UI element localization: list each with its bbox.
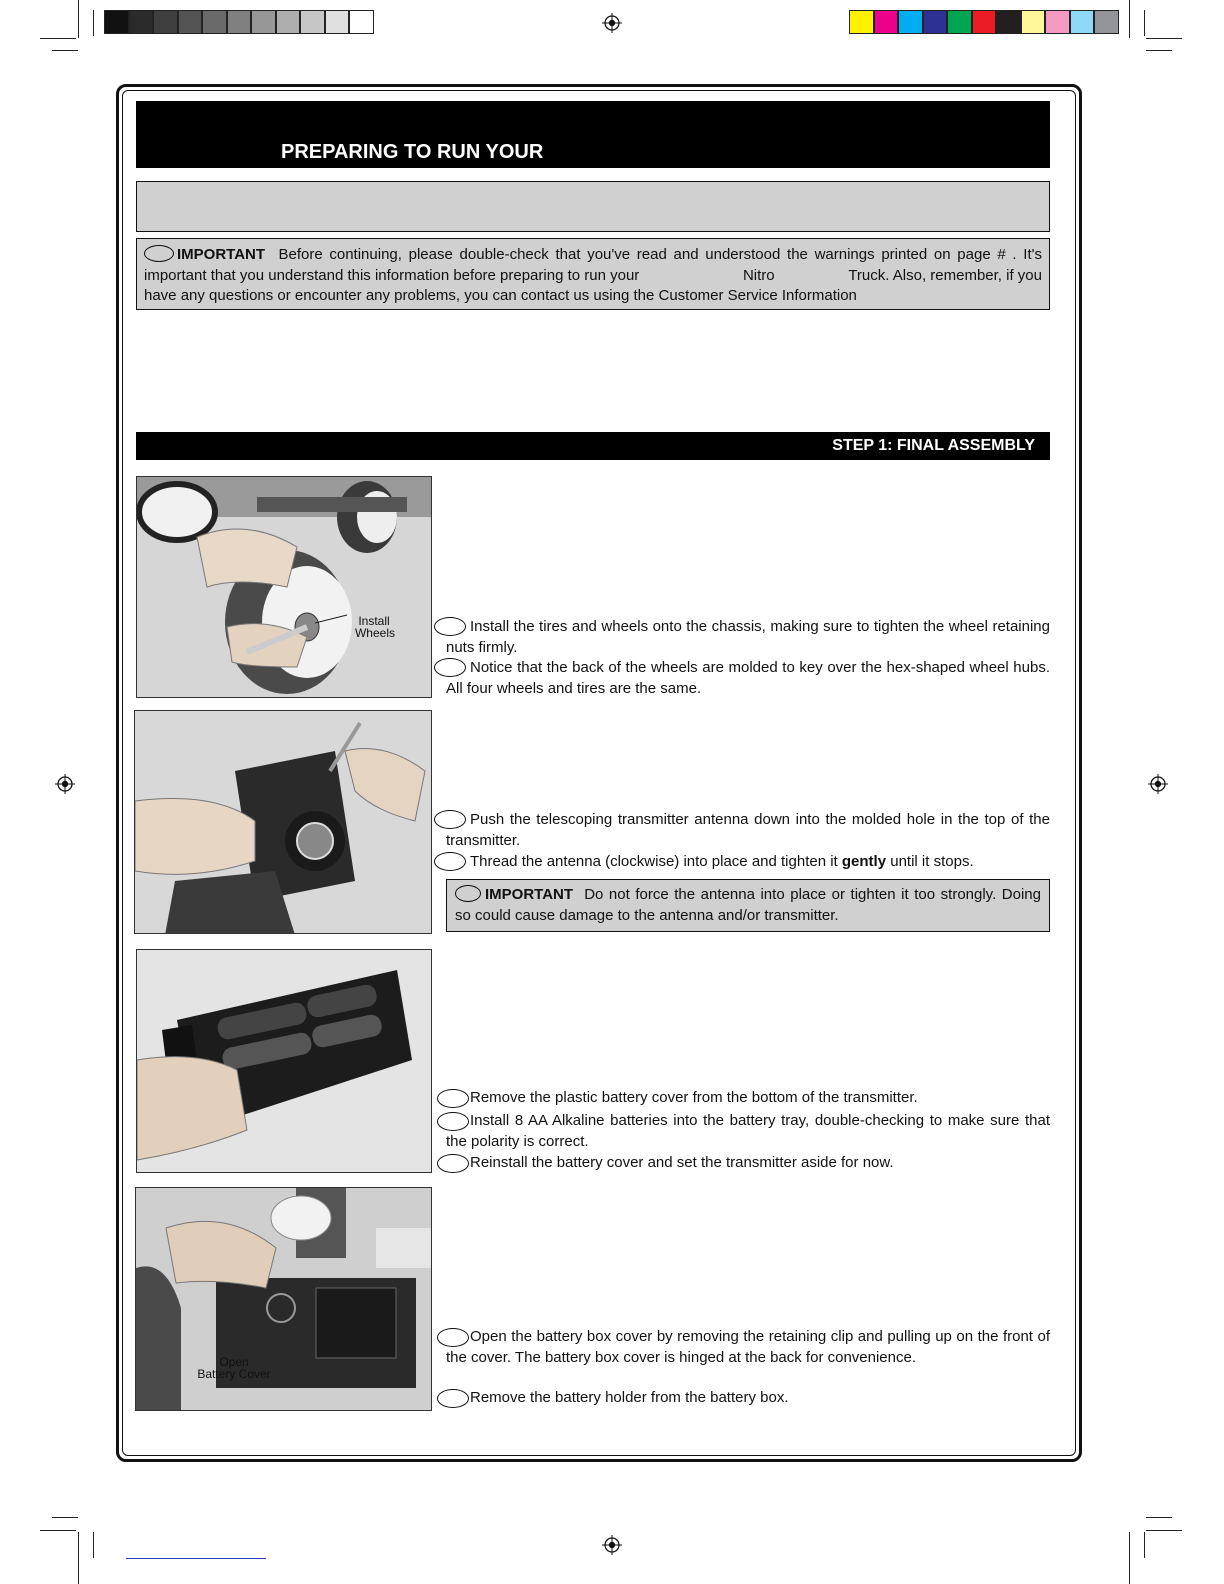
antenna-step-a: Push the telescoping transmitter antenna down into the molded hole in the top of the transmitter. xyxy=(446,810,1050,851)
crop-mark xyxy=(1146,38,1182,39)
color-swatch xyxy=(972,10,997,34)
crop-mark xyxy=(52,50,78,51)
color-calibration-bar xyxy=(849,10,1119,36)
color-swatch xyxy=(898,10,923,34)
color-swatch xyxy=(1045,10,1070,34)
registration-mark-icon xyxy=(55,774,75,794)
important-notice xyxy=(136,238,1050,310)
antenna-important-text: Do not force the antenna into place or tighten it too strongly. Doing so could cause damage to the antenna and/or transmitter. xyxy=(455,886,1041,924)
crop-mark xyxy=(78,0,79,38)
checkbox-circle-icon xyxy=(455,885,481,902)
crop-mark xyxy=(1146,1517,1172,1518)
wheel-illustration xyxy=(137,477,432,698)
photo-transmitter-batteries xyxy=(136,949,432,1173)
batteries-step-a: Remove the plastic battery cover from the bottom of the transmitter. xyxy=(446,1088,1050,1109)
important-label: IMPORTANT xyxy=(485,886,574,903)
crop-mark xyxy=(1129,1532,1130,1584)
important-text-2b: Nitro xyxy=(742,266,775,284)
color-swatch xyxy=(104,10,129,34)
footer-rule xyxy=(126,1558,266,1559)
crop-mark xyxy=(1144,10,1145,36)
registration-mark-icon xyxy=(1148,774,1168,794)
color-swatch xyxy=(276,10,301,34)
registration-mark-icon xyxy=(602,13,622,33)
title-bar xyxy=(136,101,1050,168)
crop-mark xyxy=(93,10,94,36)
photo-install-wheels xyxy=(136,476,432,698)
checkbox-circle-icon xyxy=(437,1389,469,1408)
crop-mark xyxy=(1146,50,1172,51)
color-swatch xyxy=(325,10,350,34)
important-text-1: Before continuing, please double-check that you've read and understood the warnings printed on page # . It's xyxy=(278,246,1042,263)
color-swatch xyxy=(349,10,374,34)
page-title: PREPARING TO RUN YOUR xyxy=(281,141,544,163)
wheels-step-a: Install the tires and wheels onto the chassis, making sure to tighten the wheel retaining nuts firmly. xyxy=(446,617,1050,658)
color-swatch xyxy=(1070,10,1095,34)
wheels-step-b: Notice that the back of the wheels are molded to key over the hex-shaped wheel hubs. All four wheels and tires are the same. xyxy=(446,658,1050,699)
color-swatch xyxy=(947,10,972,34)
crop-mark xyxy=(40,38,76,39)
color-swatch xyxy=(996,10,1021,34)
color-swatch xyxy=(849,10,874,34)
color-swatch xyxy=(251,10,276,34)
crop-mark xyxy=(1146,1530,1182,1531)
batteries-step-b: Install 8 AA Alkaline batteries into the battery tray, double-checking to make sure that the polarity is correct. xyxy=(446,1111,1050,1152)
checkbox-circle-icon xyxy=(434,617,466,636)
checkbox-circle-icon xyxy=(434,810,466,829)
color-swatch xyxy=(153,10,178,34)
battery-box-step-a: Open the battery box cover by removing the retaining clip and pulling up on the front of the cover. The battery box cover is hinged at the back for convenience. xyxy=(446,1327,1050,1368)
color-swatch xyxy=(178,10,203,34)
crop-mark xyxy=(93,1532,94,1558)
photo-label-battery-cover: Battery Cover xyxy=(197,1367,271,1381)
important-text-2a: important that you understand this information before preparing to run your xyxy=(144,266,640,284)
battery-tray-illustration xyxy=(137,950,432,1173)
antenna-step-b: Thread the antenna (clockwise) into place and tighten it gently until it stops. xyxy=(446,852,1050,873)
battery-box-step-b: Remove the battery holder from the battery box. xyxy=(446,1388,1050,1409)
crop-mark xyxy=(1144,1532,1145,1558)
color-swatch xyxy=(1094,10,1119,34)
crop-mark xyxy=(1129,0,1130,38)
checkbox-circle-icon xyxy=(437,1112,469,1131)
photo-label-wheels: Wheels xyxy=(354,626,395,640)
photo-transmitter-antenna xyxy=(134,710,432,934)
registration-mark-icon xyxy=(602,1535,622,1555)
checkbox-circle-icon xyxy=(437,1089,469,1108)
color-swatch xyxy=(300,10,325,34)
color-swatch xyxy=(1021,10,1046,34)
battery-box-illustration xyxy=(136,1188,432,1411)
batteries-step-c: Reinstall the battery cover and set the transmitter aside for now. xyxy=(446,1153,1050,1174)
transmitter-illustration xyxy=(135,711,432,934)
photo-label-open: Open xyxy=(219,1355,249,1369)
checkbox-circle-icon xyxy=(434,852,466,871)
photo-label-install: Install xyxy=(358,614,390,628)
important-text-3: have any questions or encounter any problems, you can contact us using the Customer Service Information xyxy=(144,287,857,304)
checkbox-circle-icon xyxy=(434,658,466,677)
crop-mark xyxy=(78,1532,79,1584)
step-header: STEP 1: FINAL ASSEMBLY xyxy=(136,432,1050,460)
color-swatch xyxy=(129,10,154,34)
color-swatch xyxy=(923,10,948,34)
checkbox-circle-icon xyxy=(437,1154,469,1173)
important-text-2c: Truck. Also, remember, if you xyxy=(848,266,1042,284)
crop-mark xyxy=(40,1530,76,1531)
important-label: IMPORTANT xyxy=(177,246,266,263)
grayscale-calibration-bar xyxy=(104,10,374,36)
photo-battery-box xyxy=(135,1187,432,1411)
color-swatch xyxy=(227,10,252,34)
antenna-important-notice xyxy=(446,879,1050,932)
crop-mark xyxy=(52,1517,78,1518)
subtitle-box xyxy=(136,181,1050,232)
checkbox-circle-icon xyxy=(144,245,174,262)
color-swatch xyxy=(202,10,227,34)
color-swatch xyxy=(874,10,899,34)
checkbox-circle-icon xyxy=(437,1328,469,1347)
